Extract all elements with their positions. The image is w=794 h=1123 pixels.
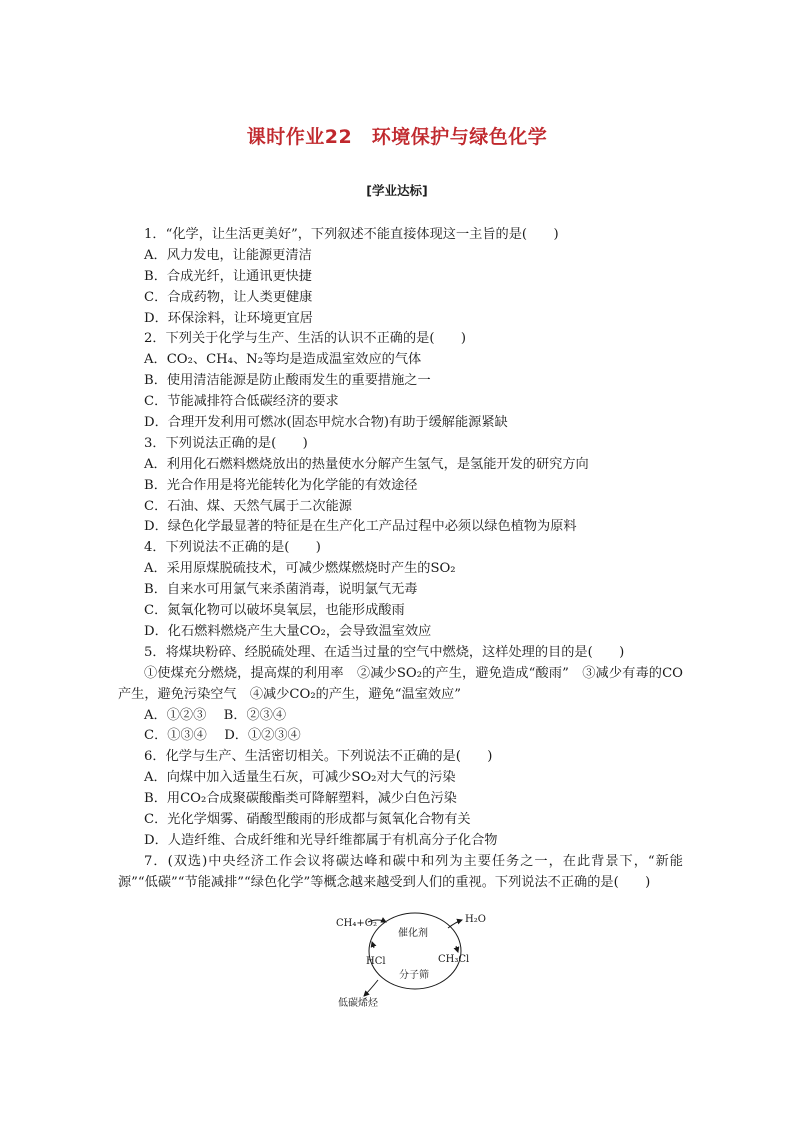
arrow-cycle-left bbox=[372, 942, 374, 948]
label-sieve: 分子筛 bbox=[399, 970, 429, 981]
label-chloromethane: CH₃Cl bbox=[438, 954, 470, 965]
question-5-options-row-1: A．①②③ B．②③④ bbox=[144, 707, 287, 723]
label-hcl: HCl bbox=[366, 956, 386, 967]
question-6-option-b: B．用CO₂合成聚碳酸酯类可降解塑料，减少白色污染 bbox=[144, 791, 457, 807]
label-water: H₂O bbox=[465, 914, 486, 925]
question-3-option-d: D．绿色化学最显著的特征是在生产化工产品过程中必须以绿色植物为原料 bbox=[144, 519, 577, 535]
question-1-stem: 1．“化学，让生活更美好”，下列叙述不能直接体现这一主旨的是( ) bbox=[144, 227, 559, 242]
page-title: 课时作业22 环境保护与绿色化学 bbox=[246, 126, 548, 148]
arrow-product-out bbox=[364, 980, 378, 996]
question-4-option-b: B．自来水可用氯气来杀菌消毒，说明氯气无毒 bbox=[144, 582, 418, 598]
question-6-option-d: D．人造纤维、合成纤维和光导纤维都属于有机高分子化合物 bbox=[144, 832, 498, 848]
question-6-option-a: A．向煤中加入适量生石灰，可减少SO₂对大气的污染 bbox=[144, 770, 456, 786]
question-4-option-a: A．采用原煤脱硫技术，可减少燃煤燃烧时产生的SO₂ bbox=[144, 561, 456, 577]
question-list bbox=[118, 225, 683, 894]
label-catalyst: 催化剂 bbox=[398, 928, 428, 939]
question-2-option-a: A．CO₂、CH₄、N₂等均是造成温室效应的气体 bbox=[144, 352, 422, 368]
question-2-option-c: C．节能减排符合低碳经济的要求 bbox=[144, 394, 339, 410]
question-2-option-b: B．使用清洁能源是防止酸雨发生的重要措施之一 bbox=[144, 373, 431, 389]
question-3-option-c: C．石油、煤、天然气属于二次能源 bbox=[144, 498, 352, 514]
question-5-stem: 5．将煤块粉碎、经脱硫处理、在适当过量的空气中燃烧，这样处理的目的是( ) bbox=[144, 644, 625, 660]
question-6-option-c: C．光化学烟雾、硝酸型酸雨的形成都与氮氧化合物有关 bbox=[144, 811, 471, 827]
question-1-option-b: B．合成光纤，让通讯更快捷 bbox=[144, 268, 312, 284]
question-4-stem: 4．下列说法不正确的是( ) bbox=[144, 540, 321, 556]
reaction-cycle-svg bbox=[330, 906, 500, 1012]
question-4-option-d: D．化石燃料燃烧产生大量CO₂，会导致温室效应 bbox=[144, 623, 432, 639]
question-3-option-a: A．利用化石燃料燃烧放出的热量使水分解产生氢气，是氢能开发的研究方向 bbox=[144, 456, 589, 472]
question-3-stem: 3．下列说法正确的是( ) bbox=[144, 435, 308, 451]
question-6-stem: 6．化学与生产、生活密切相关。下列说法不正确的是( ) bbox=[144, 749, 493, 765]
label-product: 低碳烯烃 bbox=[338, 998, 378, 1009]
reaction-cycle-diagram bbox=[330, 906, 500, 1012]
question-2-option-d: D．合理开发利用可燃冰(固态甲烷水合物)有助于缓解能源紧缺 bbox=[144, 415, 508, 431]
question-5-prompt: ①使煤充分燃烧，提高煤的利用率 ②减少SO₂的产生，避免造成“酸雨” ③减少有毒的CO产生，避免污染空气 ④减少CO₂的产生，避免“温室效应” bbox=[118, 665, 683, 702]
question-1-option-d: D．环保涂料，让环境更宜居 bbox=[144, 310, 313, 326]
arrow-water-out bbox=[448, 920, 462, 928]
question-5-options-row-2: C．①③④ D．①②③④ bbox=[144, 728, 301, 744]
label-reactants: CH₄+O₂ bbox=[336, 918, 377, 929]
question-3-option-b: B．光合作用是将光能转化为化学能的有效途径 bbox=[144, 477, 418, 493]
question-1-option-a: A．风力发电，让能源更清洁 bbox=[144, 247, 312, 263]
arrow-cycle-right bbox=[456, 946, 458, 952]
question-4-option-c: C．氮氧化物可以破坏臭氧层，也能形成酸雨 bbox=[144, 603, 405, 619]
question-2-stem: 2．下列关于化学与生产、生活的认识不正确的是( ) bbox=[144, 331, 466, 347]
section-heading: [学业达标] bbox=[366, 183, 428, 198]
question-7-stem: 7．(双选)中央经济工作会议将碳达峰和碳中和列为主要任务之一，在此背景下，“新能源”“低碳”“节能减排”“绿色化学”等概念越来越受到人们的重视。下列说法不正确的是( ) bbox=[118, 853, 683, 890]
question-1-option-c: C．合成药物，让人类更健康 bbox=[144, 289, 313, 305]
